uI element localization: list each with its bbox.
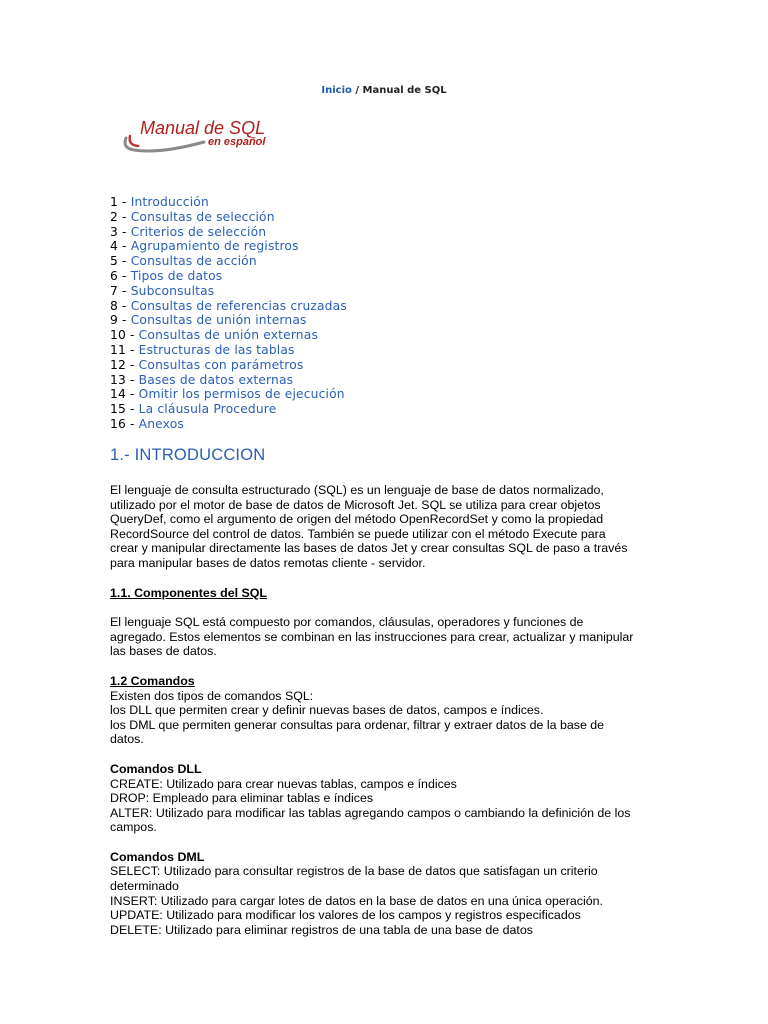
toc-number: 9 - (110, 313, 131, 328)
table-of-contents (110, 195, 347, 432)
toc-link[interactable]: Consultas de unión internas (130, 313, 307, 328)
components-paragraph (110, 615, 670, 659)
commands-paragraph (110, 689, 670, 747)
toc-item (110, 195, 347, 210)
toc-link[interactable]: Estructuras de las tablas (138, 342, 295, 357)
toc-link[interactable]: Introducción (130, 195, 209, 209)
toc-number: 5 - (110, 254, 131, 269)
logo-graphic (120, 112, 290, 157)
text-line: los DLL que permiten crear y definir nuevas bases de datos, campos e índices. (110, 703, 544, 718)
breadcrumb-home-link[interactable]: Inicio (321, 85, 352, 96)
toc-number: 16 - (110, 416, 139, 431)
toc-link[interactable]: Consultas de referencias cruzadas (130, 298, 347, 313)
toc-item (110, 402, 347, 417)
toc-number: 11 - (110, 342, 139, 357)
toc-link[interactable]: Bases de datos externas (138, 372, 294, 387)
breadcrumb-separator: / (351, 85, 363, 96)
text-line: para manipular bases de datos remotas cliente - servidor. (110, 555, 426, 570)
toc-item (110, 269, 347, 284)
toc-number: 13 - (110, 372, 139, 387)
toc-item (110, 417, 347, 432)
logo-title: Manual de SQL (140, 118, 266, 138)
dll-heading: Comandos DLL (110, 761, 202, 776)
components-heading: 1.1. Componentes del SQL (110, 585, 267, 600)
toc-item (110, 284, 347, 299)
commands-heading: 1.2 Comandos (110, 673, 195, 688)
toc-item (110, 373, 347, 388)
text-line: INSERT: Utilizado para cargar lotes de datos en la base de datos en una única operación. (110, 893, 603, 908)
toc-number: 12 - (110, 357, 139, 372)
text-line: Existen dos tipos de comandos SQL: (110, 688, 314, 703)
text-line: crear y manipular directamente las bases de datos Jet y crear consultas SQL de paso a través (110, 541, 628, 556)
text-line: agregado. Estos elementos se combinan en las instrucciones para crear, actualizar y manipular (110, 629, 634, 644)
toc-link[interactable]: Consultas de selección (130, 209, 275, 224)
dll-paragraph (110, 777, 670, 835)
toc-link[interactable]: La cláusula Procedure (138, 402, 277, 417)
text-line: DROP: Empleado para eliminar tablas e índices (110, 791, 374, 806)
toc-item (110, 299, 347, 314)
text-line: RecordSource del control de datos. También se puede utilizar con el método Execute para (110, 526, 606, 541)
article-body (110, 483, 670, 937)
text-line: QueryDef, como el argumento de origen del método OpenRecordSet y como la propiedad (110, 512, 604, 527)
toc-item (110, 210, 347, 225)
toc-link[interactable]: Tipos de datos (130, 268, 223, 283)
breadcrumb-current: Manual de SQL (362, 85, 447, 96)
toc-item (110, 254, 347, 269)
text-line: El lenguaje de consulta estructurado (SQL) es un lenguaje de base de datos normalizado, (110, 483, 604, 497)
toc-number: 7 - (110, 283, 131, 298)
toc-item (110, 225, 347, 240)
toc-link[interactable]: Consultas de unión externas (138, 328, 318, 343)
toc-number: 10 - (110, 328, 139, 343)
toc-item (110, 343, 347, 358)
toc-link[interactable]: Omitir los permisos de ejecución (138, 387, 345, 402)
toc-link[interactable]: Consultas de acción (130, 254, 257, 269)
toc-item (110, 313, 347, 328)
text-line: utilizado por el motor de base de datos de Microsoft Jet. SQL se utiliza para crear objetos (110, 497, 601, 512)
toc-number: 15 - (110, 402, 139, 417)
text-line: los DML que permiten generar consultas para ordenar, filtrar y extraer datos de la base de (110, 717, 605, 732)
toc-link[interactable]: Anexos (138, 416, 184, 431)
text-line: El lenguaje SQL está compuesto por comandos, cláusulas, operadores y funciones de (110, 615, 584, 630)
toc-link[interactable]: Consultas con parámetros (138, 357, 304, 372)
text-line: ALTER: Utilizado para modificar las tablas agregando campos o cambiando la definición de los (110, 805, 631, 820)
toc-link[interactable]: Subconsultas (130, 283, 215, 298)
manual-sql-logo (120, 112, 290, 157)
toc-number: 8 - (110, 298, 131, 313)
toc-number: 4 - (110, 239, 131, 254)
toc-number: 14 - (110, 387, 139, 402)
logo-subtitle: en español (208, 136, 266, 148)
toc-link[interactable]: Agrupamiento de registros (130, 239, 299, 254)
text-line: datos. (110, 732, 144, 747)
toc-item (110, 358, 347, 373)
text-line: CREATE: Utilizado para crear nuevas tablas, campos e índices (110, 776, 457, 791)
toc-item (110, 387, 347, 402)
toc-number: 1 - (110, 195, 131, 209)
breadcrumb (0, 85, 768, 96)
toc-number: 6 - (110, 268, 131, 283)
text-line: UPDATE: Utilizado para modificar los valores de los campos y registros especificados (110, 908, 581, 923)
intro-paragraph (110, 483, 670, 571)
text-line: determinado (110, 879, 179, 894)
toc-item (110, 239, 347, 254)
toc-item (110, 328, 347, 343)
section-title: 1.- INTRODUCCION (110, 446, 266, 464)
dml-heading: Comandos DML (110, 849, 205, 864)
dml-paragraph (110, 864, 670, 937)
toc-number: 2 - (110, 209, 131, 224)
text-line: campos. (110, 820, 157, 835)
text-line: las bases de datos. (110, 644, 217, 659)
text-line: DELETE: Utilizado para eliminar registros de una tabla de una base de datos (110, 922, 533, 937)
toc-number: 3 - (110, 224, 131, 239)
toc-link[interactable]: Criterios de selección (130, 224, 267, 239)
text-line: SELECT: Utilizado para consultar registros de la base de datos que satisfagan un criterio (110, 864, 598, 879)
